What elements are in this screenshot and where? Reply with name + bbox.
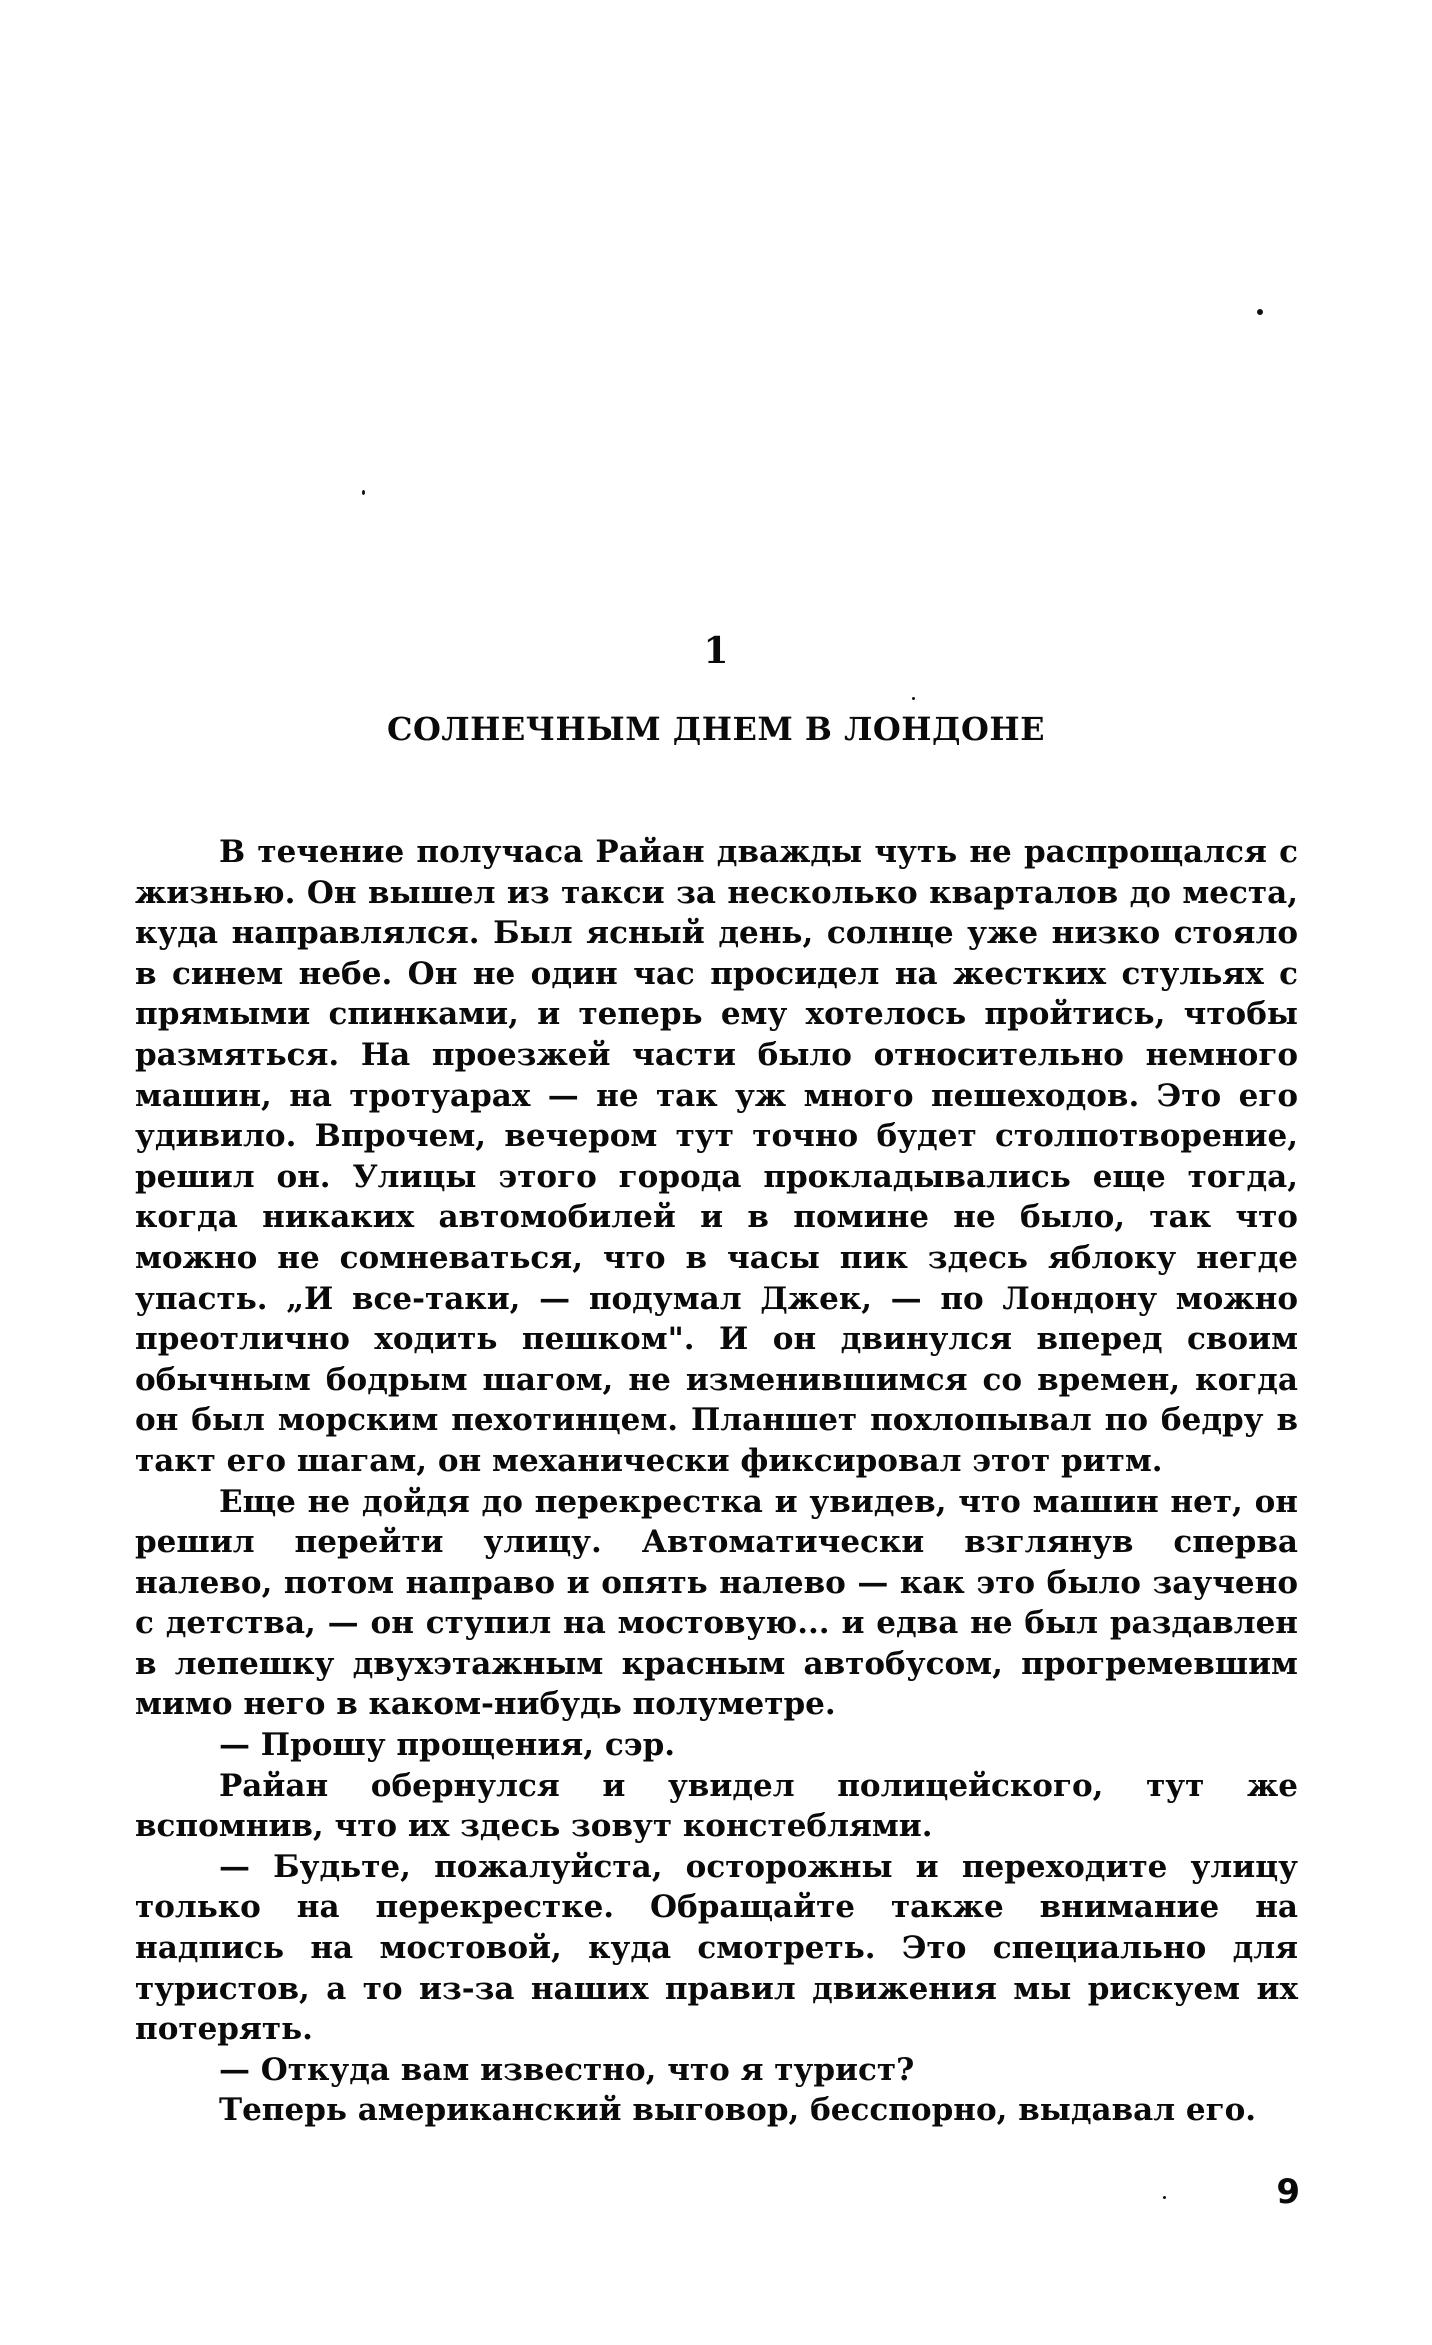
chapter-number: 1 (703, 630, 729, 672)
paragraph: Еще не дойдя до перекрестка и увидев, что машин нет, он решил перейти улицу. Автоматически взглянув сперва налево, потом направо и опять налево — как это было заучено с детства, — он ступил на мостовую... и едва не был раздавлен в лепешку двухэтажным красным автобусом, прогремевшим мимо него в каком-нибудь полуметре. (135, 1483, 1298, 1723)
paragraph: Райан обернулся и увидел полицейского, тут же вспомнив, что их здесь зовут констеблями. (135, 1767, 1298, 1845)
page-number: 9 (1276, 2172, 1300, 2212)
dialogue-line: — Будьте, пожалуйста, осторожны и переходите улицу только на перекрестке. Обращайте также внимание на надпись на мостовой, куда смотреть. Это специально для туристов, а то из-за наших правил движения мы рискуем их потерять. (135, 1848, 1298, 2048)
print-speck (912, 697, 915, 700)
print-speck (1163, 2196, 1166, 2199)
chapter-body (135, 832, 1298, 2131)
paragraph: Теперь американский выговор, бесспорно, выдавал его. (219, 2092, 1257, 2129)
dialogue-line: — Откуда вам известно, что я турист? (219, 2051, 915, 2088)
paragraph: В течение получаса Райан дважды чуть не распрощался с жизнью. Он вышел из такси за несколько кварталов до места, куда направлялся. Был ясный день, солнце уже низко стояло в синем небе. Он не один час просидел на жестких стульях с прямыми спинками, и теперь ему хотелось пройтись, чтобы размяться. На проезжей части было относительно немного машин, на тротуарах — не так уж много пешеходов. Это его удивило. Впрочем, вечером тут точно будет столпотворение, решил он. Улицы этого города прокладывались еще тогда, когда никаких автомобилей и в помине не было, так что можно не сомневаться, что в часы пик здесь яблоку негде упасть. „И все-таки, — подумал Джек, — по Лондону можно преотлично ходить пешком". И он двинулся вперед своим обычным бодрым шагом, не изменившимся со времен, когда он был морским пехотинцем. Планшет похлопывал по бедру в такт его шагам, он механически фиксировал этот ритм. (135, 834, 1298, 1479)
print-speck (362, 490, 365, 495)
dialogue-line: — Прошу прощения, сэр. (219, 1727, 676, 1764)
chapter-title: СОЛНЕЧНЫМ ДНЕМ В ЛОНДОНЕ (387, 710, 1045, 748)
print-speck (1257, 309, 1263, 315)
